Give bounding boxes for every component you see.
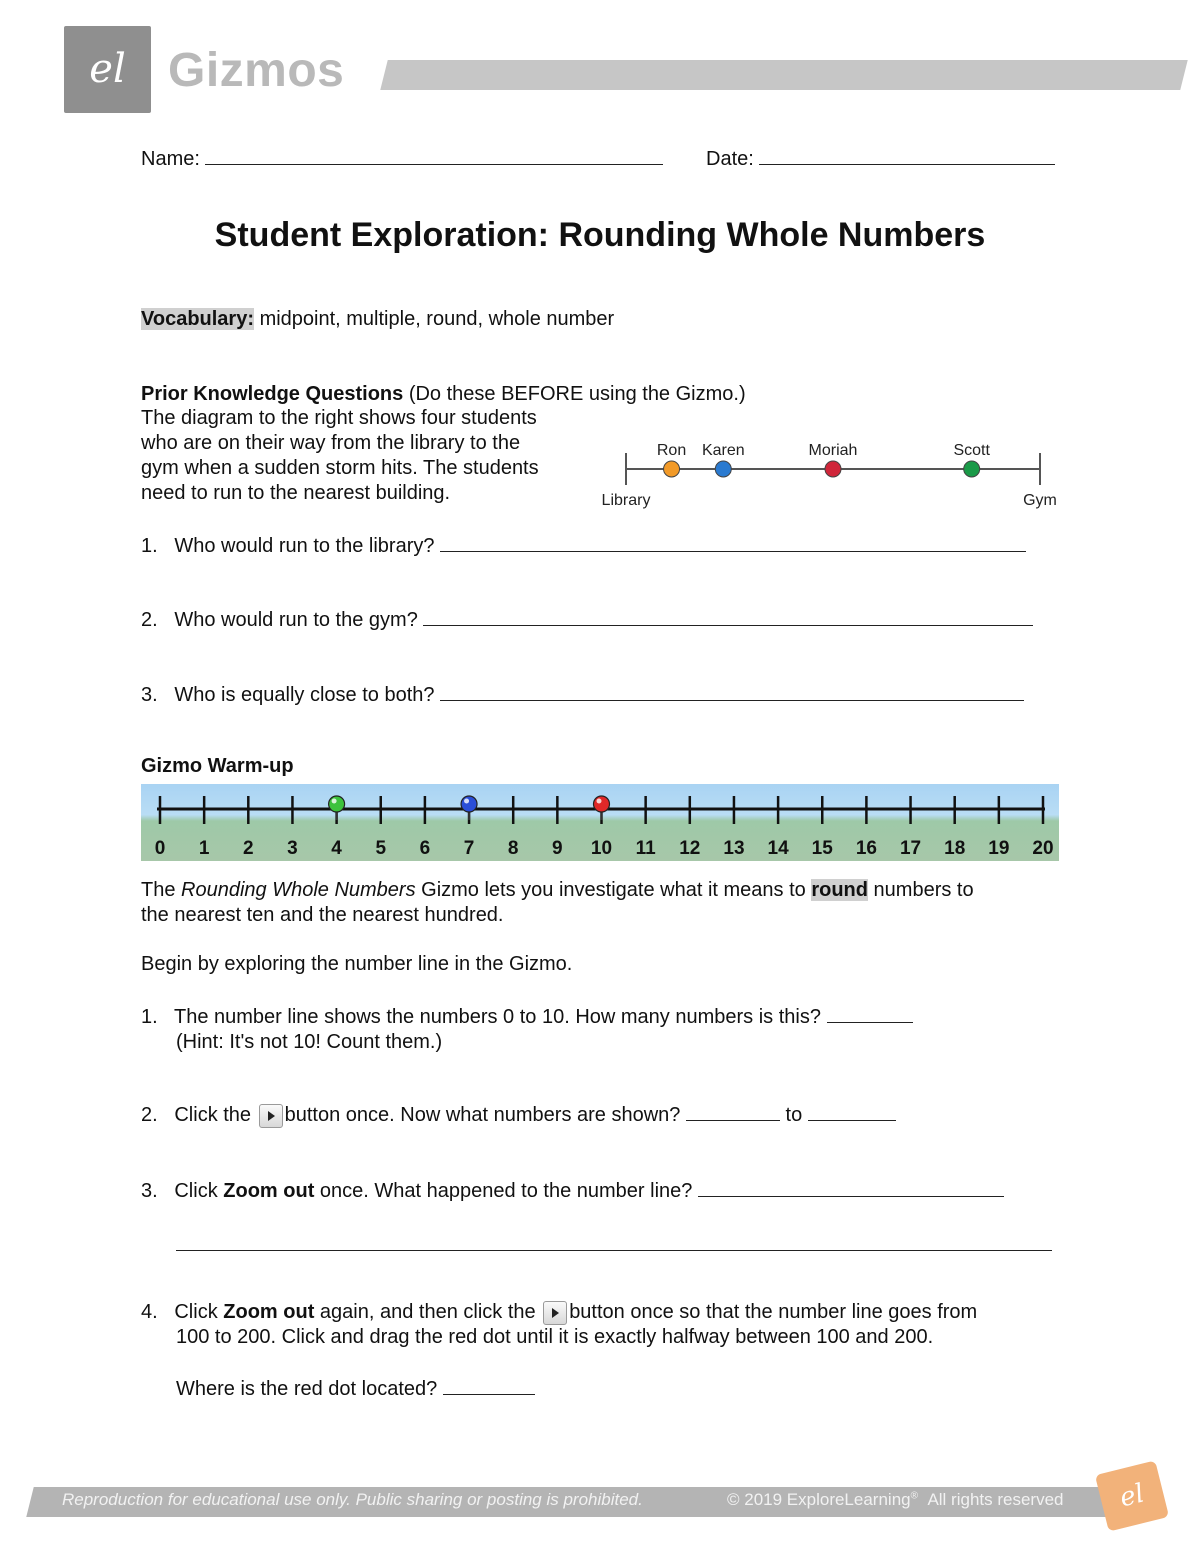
- prior-knowledge-heading-line: [141, 383, 746, 406]
- answer-blank[interactable]: [440, 680, 1024, 701]
- question-number: 2.: [141, 1104, 158, 1126]
- intro-text: numbers to: [867, 879, 974, 901]
- warmup-question-1: [141, 1002, 1041, 1055]
- warmup-question-2: [141, 1100, 896, 1128]
- explorelearning-logo: [1095, 1460, 1169, 1531]
- student-label-ron: Ron: [656, 442, 687, 459]
- question-text: Click: [174, 1180, 218, 1202]
- student-label-scott: Scott: [953, 442, 990, 459]
- tick-label: 3: [287, 838, 298, 859]
- intro-line: gym when a sudden storm hits. The students: [141, 457, 539, 479]
- student-label-moriah: Moriah: [808, 442, 858, 459]
- intro-text-line2: the nearest ten and the nearest hundred.: [141, 904, 504, 926]
- question-text: to: [785, 1104, 803, 1126]
- tick-label: 11: [635, 838, 656, 859]
- header-decor-bar: [380, 60, 1187, 90]
- pin-highlight: [464, 799, 469, 804]
- question-hint: (Hint: It's not 10! Count them.): [176, 1031, 443, 1053]
- student-dot-moriah: [825, 461, 841, 477]
- tick-label: 9: [552, 838, 563, 859]
- answer-blank[interactable]: [440, 531, 1026, 552]
- answer-blank[interactable]: [698, 1176, 1004, 1197]
- draggable-pin-dot[interactable]: [461, 796, 477, 812]
- question-text: once. What happened to the number line?: [319, 1180, 693, 1202]
- tick-label: 2: [243, 838, 254, 859]
- answer-blank[interactable]: [423, 605, 1033, 626]
- tick-label: 6: [419, 838, 431, 859]
- page-title: Student Exploration: Rounding Whole Numbers: [214, 216, 986, 254]
- gizmo-number-line-panel: [141, 784, 1059, 861]
- tick-label: 8: [507, 838, 519, 859]
- question-text: Who would run to the gym?: [174, 609, 418, 631]
- question-number: 4.: [141, 1301, 158, 1323]
- question-text: button once so that the number line goes from: [569, 1301, 978, 1323]
- answer-blank-line2[interactable]: [176, 1230, 1052, 1251]
- name-blank[interactable]: [205, 144, 663, 165]
- registered-mark: ®: [910, 1490, 918, 1502]
- tick-label: 10: [590, 838, 613, 859]
- question-number: 3.: [141, 1180, 158, 1202]
- warmup-question-3: [141, 1176, 1004, 1203]
- prior-question-1: [141, 531, 1026, 558]
- library-label: Library: [601, 492, 651, 509]
- answer-blank[interactable]: [686, 1100, 780, 1121]
- play-forward-icon: [543, 1301, 567, 1325]
- prior-question-3: [141, 680, 1024, 707]
- tick-label: 17: [899, 838, 922, 859]
- prior-knowledge-intro: [141, 406, 591, 506]
- student-dot-karen: [715, 461, 731, 477]
- question-text: Click: [174, 1301, 218, 1323]
- copyright-text: © 2019 ExploreLearning: [727, 1490, 911, 1509]
- student-label-karen: Karen: [701, 442, 745, 459]
- prior-knowledge-note: (Do these BEFORE using the Gizmo.): [408, 383, 746, 405]
- warmup-heading: Gizmo Warm-up: [141, 755, 294, 777]
- prior-knowledge-heading: Prior Knowledge Questions: [141, 383, 404, 405]
- tick-label: 5: [375, 838, 387, 859]
- draggable-pin-dot[interactable]: [329, 796, 345, 812]
- tick-label: 19: [988, 838, 1010, 859]
- question-text: The number line shows the numbers 0 to 10. How many numbers is this?: [174, 1006, 821, 1028]
- vocabulary-label: Vocabulary:: [141, 308, 254, 330]
- intro-text: The: [141, 879, 182, 901]
- tick-label: 0: [154, 838, 166, 859]
- answer-blank[interactable]: [808, 1100, 896, 1121]
- vocabulary-terms: midpoint, multiple, round, whole number: [259, 308, 615, 330]
- tick-label: 18: [944, 838, 966, 859]
- logo-mark-text: el: [89, 46, 126, 92]
- vocabulary-line: [141, 308, 614, 331]
- begin-text: Begin by exploring the number line in the Gizmo.: [141, 953, 573, 975]
- tick-label: 20: [1032, 838, 1054, 859]
- question-text: Click the: [174, 1104, 252, 1126]
- question-text: Who would run to the library?: [174, 535, 435, 557]
- number-line-svg: [141, 784, 1059, 861]
- tick-label: 15: [811, 838, 833, 859]
- rights-text: All rights reserved: [927, 1490, 1064, 1509]
- draggable-pin-dot[interactable]: [594, 796, 610, 812]
- date-label: Date:: [706, 148, 754, 170]
- pin-highlight: [597, 799, 602, 804]
- pin-highlight: [332, 799, 337, 804]
- date-blank[interactable]: [759, 144, 1055, 165]
- zoom-out-term: Zoom out: [223, 1180, 315, 1202]
- student-dot-scott: [964, 461, 980, 477]
- name-label: Name:: [141, 148, 200, 170]
- question-text: again, and then click the: [319, 1301, 536, 1323]
- play-forward-icon: [259, 1104, 283, 1128]
- tick-label: 1: [198, 838, 210, 859]
- intro-text: Gizmo lets you investigate what it means to: [415, 879, 812, 901]
- warmup-intro: [141, 878, 1061, 928]
- tick-label: 13: [723, 838, 745, 859]
- students-diagram: [592, 435, 1072, 515]
- tick-label: 4: [331, 838, 342, 859]
- tick-label: 16: [855, 838, 877, 859]
- question-number: 1.: [141, 1006, 158, 1028]
- question-number: 1.: [141, 535, 158, 557]
- gym-label: Gym: [1023, 492, 1057, 509]
- question-text: button once. Now what numbers are shown?: [284, 1104, 681, 1126]
- footer-copyright: [727, 1490, 1064, 1510]
- name-field[interactable]: [141, 144, 663, 171]
- intro-line: need to run to the nearest building.: [141, 482, 451, 504]
- question-number: 2.: [141, 609, 158, 631]
- gizmos-logo-mark: [64, 26, 151, 113]
- date-field[interactable]: [706, 144, 1055, 171]
- student-dot-ron: [664, 461, 680, 477]
- tick-label: 12: [679, 838, 701, 859]
- answer-blank[interactable]: [443, 1374, 535, 1395]
- zoom-out-term: Zoom out: [223, 1301, 315, 1323]
- answer-blank[interactable]: [827, 1002, 913, 1023]
- gizmo-name: Rounding Whole Numbers: [181, 879, 416, 901]
- prior-question-2: [141, 605, 1033, 632]
- intro-line: who are on their way from the library to the: [141, 432, 521, 454]
- tick-label: 14: [767, 838, 789, 859]
- intro-line: The diagram to the right shows four students: [141, 407, 537, 429]
- warmup-question-4: [141, 1300, 1101, 1402]
- question-text: Who is equally close to both?: [174, 684, 435, 706]
- gizmos-brand-title: Gizmos: [168, 44, 345, 97]
- question-number: 3.: [141, 684, 158, 706]
- footer-notice: Reproduction for educational use only. Public sharing or posting is prohibited.: [62, 1490, 643, 1509]
- footer-logo-mark: el: [1116, 1478, 1148, 1514]
- round-term: round: [811, 879, 868, 901]
- question-text-line3: Where is the red dot located?: [176, 1378, 438, 1400]
- question-text-line2: 100 to 200. Click and drag the red dot until it is exactly halfway between 100 and 200.: [176, 1326, 934, 1348]
- tick-label: 7: [463, 838, 475, 859]
